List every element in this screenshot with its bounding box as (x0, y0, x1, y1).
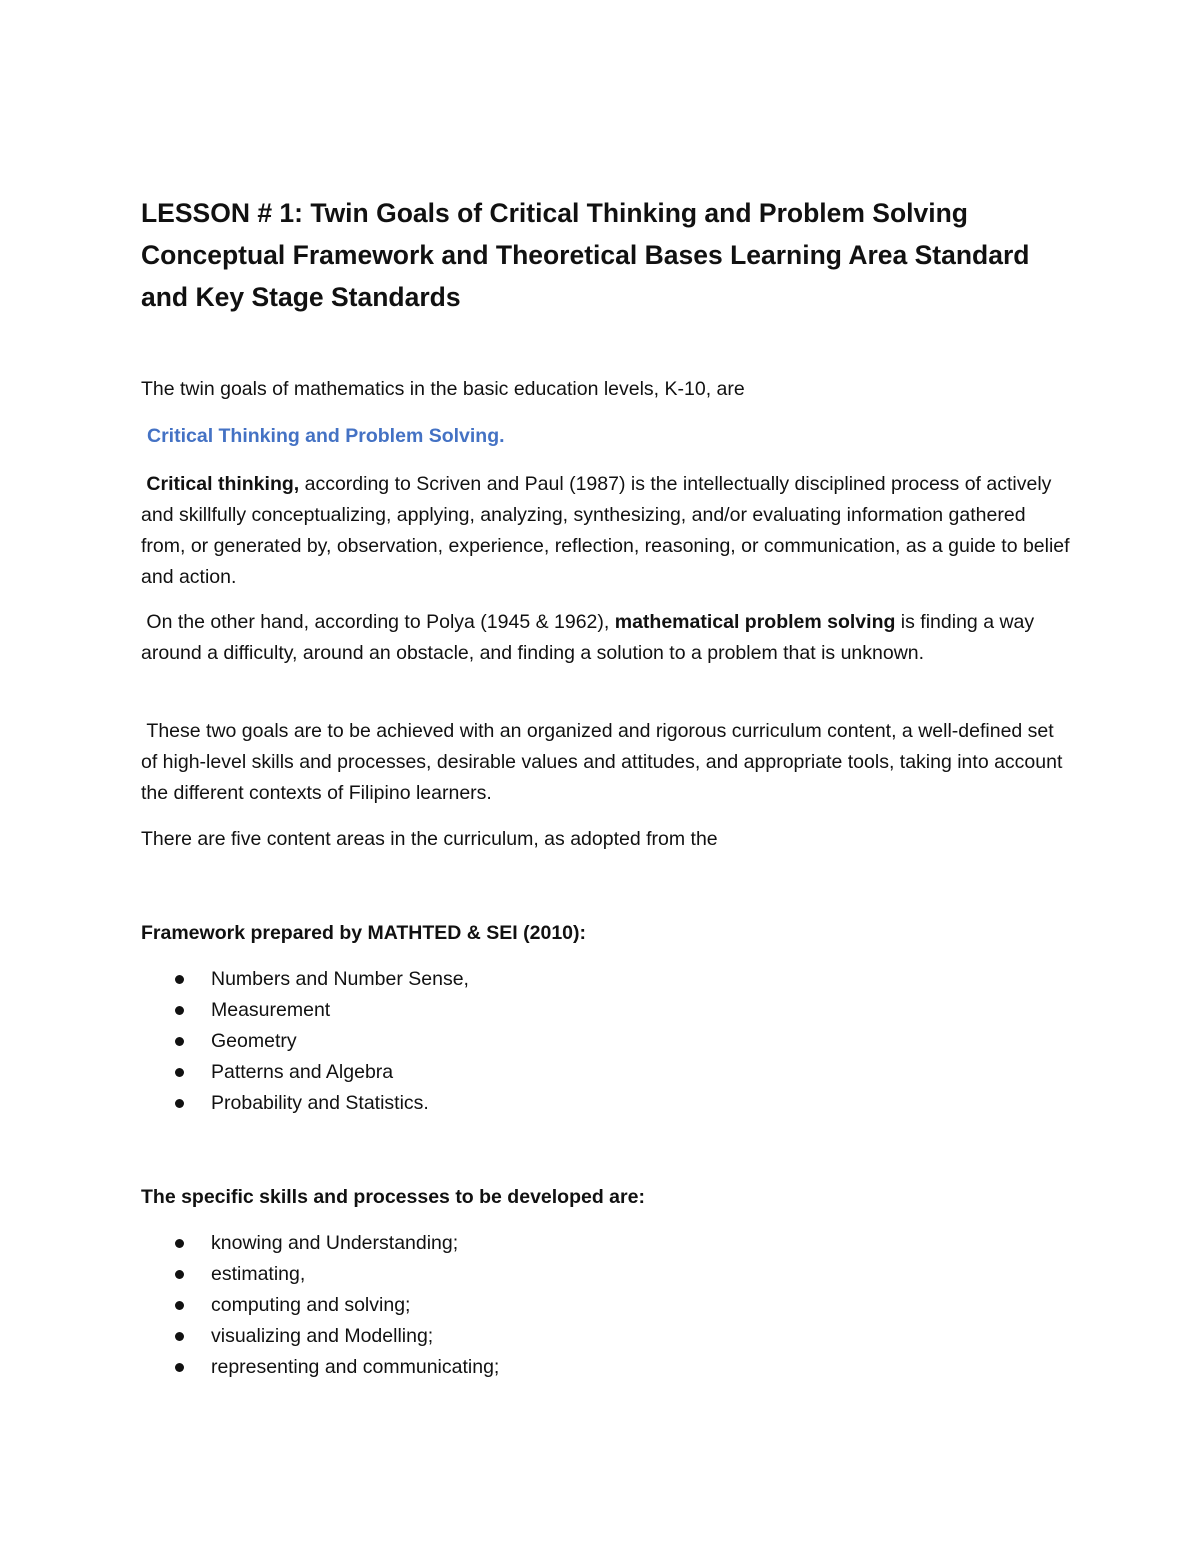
list-item-text: representing and communicating; (211, 1356, 500, 1378)
bullet-icon (175, 1006, 184, 1015)
list-item (141, 1290, 499, 1321)
problem-solving-paragraph (141, 607, 1071, 669)
list-item-text: computing and solving; (211, 1294, 411, 1316)
bullet-icon (175, 1270, 184, 1279)
content-areas-list (141, 964, 469, 1119)
bullet-icon (175, 1099, 184, 1108)
list-item (141, 1352, 499, 1383)
list-item (141, 1259, 499, 1290)
framework-heading: Framework prepared by MATHTED & SEI (2010): (141, 922, 586, 944)
lesson-title: LESSON # 1: Twin Goals of Critical Thinking and Problem Solving Conceptual Framework and Theoretical Bases Learning Area Standard and Key Stage Standards (141, 198, 1030, 312)
bullet-icon (175, 1301, 184, 1310)
content-areas-intro: There are five content areas in the curriculum, as adopted from the (141, 828, 718, 850)
critical-thinking-paragraph (141, 469, 1071, 593)
list-item-text: Probability and Statistics. (211, 1092, 429, 1114)
twin-goals-highlight: Critical Thinking and Problem Solving. (147, 425, 505, 447)
bullet-icon (175, 975, 184, 984)
list-item (141, 1026, 469, 1057)
achievement-text: These two goals are to be achieved with an organized and rigorous curriculum content, a well-defined set of high-level skills and processes, desirable values and attitudes, and appropriate tools, taking into account the different contexts of Filipino learners. (141, 720, 1063, 804)
problem-solving-term: mathematical problem solving (614, 611, 896, 633)
list-item (141, 1057, 469, 1088)
list-item-text: visualizing and Modelling; (211, 1325, 434, 1347)
bullet-icon (175, 1037, 184, 1046)
critical-thinking-definition: according to Scriven and Paul (1987) is the intellectually disciplined process of actively and skillfully conceptualizing, applying, analyzing, synthesizing, and/or evaluating information gathered from, or generated by, observation, experience, reflection, reasoning, or communication, as a guide to belief and action. (141, 473, 1070, 588)
bullet-icon (175, 1239, 184, 1248)
list-item (141, 1228, 499, 1259)
list-item-text: Patterns and Algebra (211, 1061, 394, 1083)
list-item-text: estimating, (211, 1263, 306, 1285)
bullet-icon (175, 1363, 184, 1372)
list-item-text: Measurement (211, 999, 331, 1021)
critical-thinking-term: Critical thinking, (146, 473, 300, 495)
bullet-icon (175, 1332, 184, 1341)
list-item (141, 964, 469, 995)
list-item-text: Numbers and Number Sense, (211, 968, 469, 990)
problem-solving-intro: On the other hand, according to Polya (1945 & 1962), (146, 611, 615, 633)
list-item-text: Geometry (211, 1030, 297, 1052)
skills-heading: The specific skills and processes to be developed are: (141, 1186, 645, 1208)
list-item (141, 1088, 469, 1119)
achievement-paragraph (141, 716, 1071, 809)
intro-paragraph: The twin goals of mathematics in the basic education levels, K-10, are (141, 378, 745, 400)
list-item (141, 1321, 499, 1352)
skills-list (141, 1228, 499, 1383)
list-item-text: knowing and Understanding; (211, 1232, 459, 1254)
problem-solving-definition: is finding a way around a difficulty, around an obstacle, and finding a solution to a problem that is unknown. (141, 611, 1035, 664)
list-item (141, 995, 469, 1026)
bullet-icon (175, 1068, 184, 1077)
